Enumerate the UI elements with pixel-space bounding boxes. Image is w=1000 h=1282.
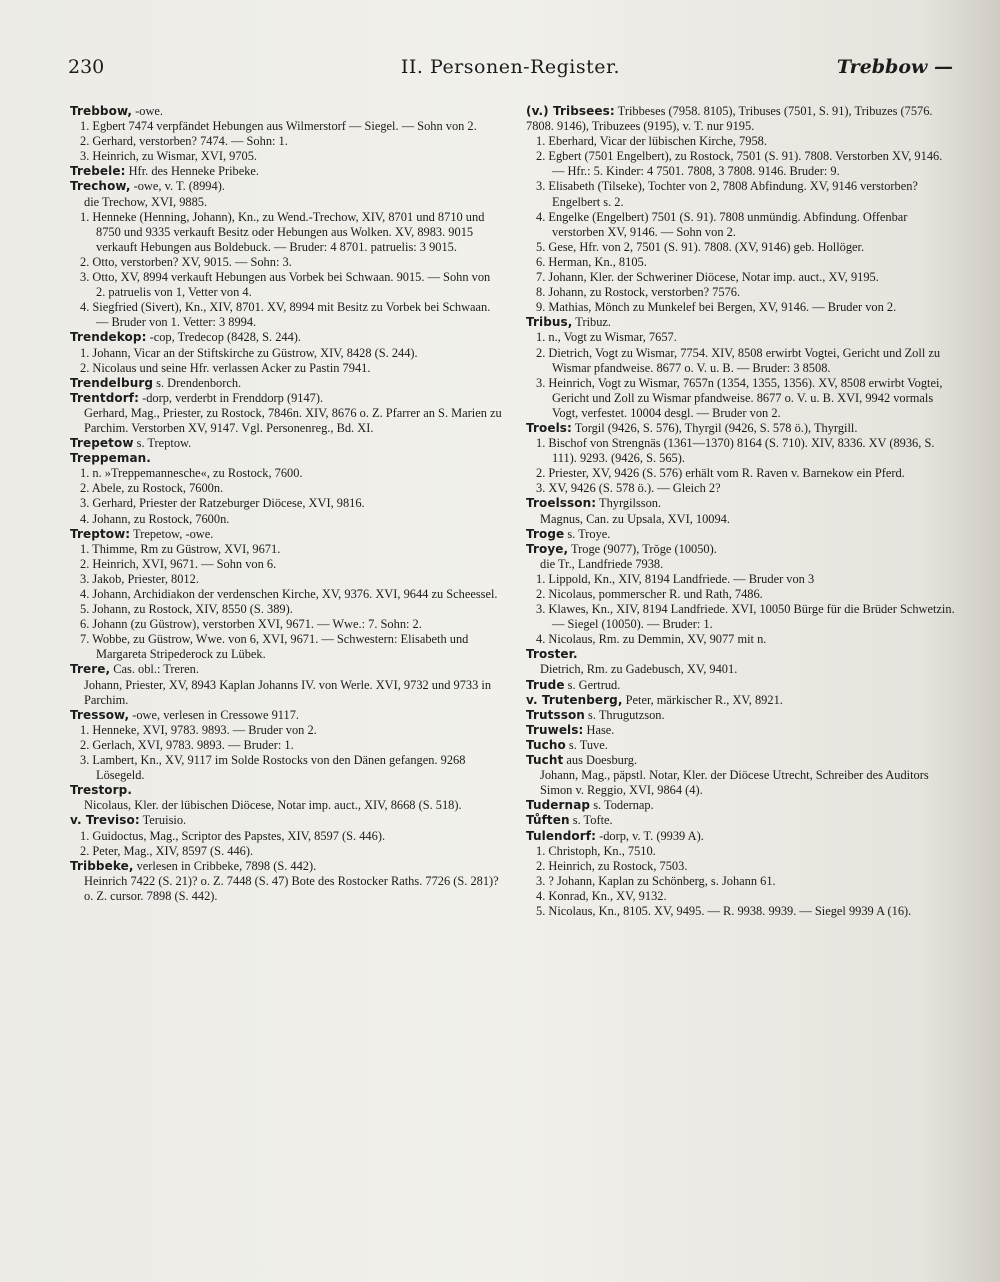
entry-note: verlesen in Cribbeke, 7898 (S. 442). [133, 858, 317, 873]
entry-heading [70, 436, 502, 451]
entry-note: -owe. [132, 104, 163, 118]
register-entry [526, 647, 956, 677]
register-entry [526, 678, 956, 693]
entry-heading [526, 542, 956, 557]
numbered-line: 1. Christoph, Kn., 7510. [536, 843, 656, 858]
entry-text: Heinrich 7422 (S. 21)? o. Z. 7448 (S. 47) Bote des Rostocker Raths. 7726 (S. 281)? o. Z. cursor. 7898 (S. 442). [84, 873, 499, 903]
entry-note: s. Drendenborch. [153, 375, 242, 390]
register-entry [70, 708, 502, 783]
entry-note: Tribbeses (7958. 8105), Tribuses (7501, S. 91), Tribuzes (7576. 7808. 9146), Tribuzees (9195), v. T. nur 9195. [526, 104, 933, 134]
numbered-line: 2. Peter, Mag., XIV, 8597 (S. 446). [80, 843, 254, 858]
entry-heading [526, 527, 956, 542]
register-entry [526, 813, 956, 828]
numbered-line: 2. Heinrich, zu Rostock, 7503. [536, 858, 688, 873]
register-entry [526, 421, 956, 496]
register-entry [70, 179, 502, 330]
entry-heading [70, 783, 502, 798]
entry-heading [70, 813, 502, 828]
entry-text: die Trechow, XVI, 9885. [84, 194, 208, 209]
numbered-line: 2. Gerlach, XVI, 9783. 9893. — Bruder: 1. [80, 737, 294, 752]
numbered-line: 4. Engelke (Engelbert) 7501 (S. 91). 7808 unmündig. Abfindung. Offenbar verstorben XV, 9146. — Sohn von 2. [536, 209, 908, 239]
headword: Trebele: [70, 164, 126, 179]
register-entry [70, 330, 502, 375]
entry-heading [70, 859, 502, 874]
register-entry [70, 662, 502, 707]
numbered-line: 1. Lippold, Kn., XIV, 8194 Landfriede. — Bruder von 3 [536, 571, 815, 586]
headword: Troster. [526, 647, 578, 662]
entry-note: Trepetow, -owe. [130, 526, 214, 541]
register-entry [526, 693, 956, 708]
register-entry [70, 783, 502, 813]
running-head: Trebbow — [836, 56, 953, 78]
register-entry [526, 753, 956, 798]
headword: (v.) Tribsees: [526, 104, 615, 118]
numbered-line: 3. ? Johann, Kaplan zu Schönberg, s. Johann 61. [536, 873, 776, 888]
right-column [526, 104, 956, 919]
register-entry [70, 376, 502, 391]
register-entry [70, 527, 502, 663]
numbered-line: 8. Johann, zu Rostock, verstorben? 7576. [536, 285, 741, 300]
entry-heading [70, 662, 502, 677]
entry-heading [526, 693, 956, 708]
entry-heading [70, 527, 502, 542]
headword: Troye, [526, 541, 569, 556]
entry-text: Nicolaus, Kler. der lübischen Diöcese, Notar imp. auct., XIV, 8668 (S. 518). [84, 798, 462, 813]
register-entry [526, 708, 956, 723]
entry-text: Gerhard, Mag., Priester, zu Rostock, 7846n. XIV, 8676 o. Z. Pfarrer an S. Marien zu Parchim. Verstorben XV, 9147. Vgl. Personenreg., Bd. XI. [84, 405, 502, 435]
entry-note: s. Troye. [564, 526, 611, 541]
register-entry [526, 829, 956, 920]
headword: Treppeman. [70, 451, 151, 466]
numbered-line: 9. Mathias, Mönch zu Munkelef bei Bergen, XV, 9146. — Bruder von 2. [536, 300, 897, 315]
register-entry [526, 723, 956, 738]
page-title: II. Personen-Register. [400, 56, 621, 78]
entry-heading [526, 496, 956, 511]
entry-note: s. Treptow. [133, 436, 192, 451]
headword: Tribus, [526, 315, 573, 330]
entry-heading [526, 708, 956, 723]
numbered-line: 6. Herman, Kn., 8105. [536, 254, 647, 269]
numbered-line: 2. Priester, XV, 9426 (S. 576) erhält vom R. Raven v. Barnekow ein Pferd. [536, 466, 905, 481]
numbered-line: 2. Dietrich, Vogt zu Wismar, 7754. XIV, 8508 erwirbt Vogtei, Gericht und Zoll zu Wismar pfandweise. 8677 o. V. u. B. — Bruder: 3 8508. [536, 345, 941, 375]
entry-note: -dorp, v. T. (9939 A). [595, 828, 704, 843]
numbered-line: 3. Klawes, Kn., XIV, 8194 Landfriede. XVI, 10050 Bürge für die Brüder Schwetzin. — Siegel (10050). — Bruder: 1. [536, 602, 955, 632]
numbered-line: 1. Henneke, XVI, 9783. 9893. — Bruder von 2. [80, 722, 317, 737]
entry-text: die Tr., Landfriede 7938. [540, 556, 664, 571]
entry-note: s. Tofte. [569, 813, 613, 828]
register-entry [526, 315, 956, 421]
numbered-line: 2. Nicolaus, pommerscher R. und Rath, 7486. [536, 587, 763, 601]
entry-note: Thyrgilsson. [596, 496, 662, 511]
register-entry [70, 391, 502, 436]
headword: Trendekop: [70, 330, 147, 345]
headword: Trepetow [70, 436, 134, 451]
entry-text: Johann, Mag., päpstl. Notar, Kler. der Diöcese Utrecht, Schreiber des Auditors Simon v. Reggio, XVI, 9864 (4). [540, 768, 929, 798]
numbered-line: 5. Johann, zu Rostock, XIV, 8550 (S. 389). [80, 602, 293, 617]
register-entry [70, 451, 502, 526]
numbered-line: 1. Guidoctus, Mag., Scriptor des Papstes, XIV, 8597 (S. 446). [80, 828, 386, 843]
numbered-line: 1. Thimme, Rm zu Güstrow, XVI, 9671. [80, 541, 281, 556]
entry-note: Tribuz. [572, 315, 612, 330]
entry-heading [526, 738, 956, 753]
entry-note: aus Doesburg. [563, 753, 638, 768]
numbered-line: 3. Otto, XV, 8994 verkauft Hebungen aus Vorbek bei Schwaan. 9015. — Sohn von 2. patruelis von 1, Vetter von 4. [80, 270, 491, 300]
headword: v. Treviso: [70, 813, 140, 828]
entry-heading [70, 104, 502, 119]
entry-note: Hase. [583, 722, 615, 737]
headword: Trestorp. [70, 783, 133, 798]
numbered-line: 1. Henneke (Henning, Johann), Kn., zu Wend.-Trechow, XIV, 8701 und 8710 und 8750 und 9335 verkauft Besitz oder Hebungen aus Wolken. XV, 8983. 9015 verkauft Hebungen aus Boldebuck. — Bruder: 4 8701. patruelis: 3 9015. [80, 209, 485, 254]
entry-text: Dietrich, Rm. zu Gadebusch, XV, 9401. [540, 662, 738, 677]
headword: Trentdorf: [70, 390, 139, 405]
entry-heading [526, 813, 956, 828]
entry-heading [526, 829, 956, 844]
entry-note: -owe, v. T. (8994). [130, 179, 225, 194]
register-entry [526, 496, 956, 526]
numbered-line: 2. Nicolaus und seine Hfr. verlassen Acker zu Pastin 7941. [80, 360, 371, 375]
headword: Trebbow, [70, 104, 133, 118]
headword: Trude [526, 677, 565, 692]
entry-note: -cop, Tredecop (8428, S. 244). [146, 330, 302, 345]
entry-heading [70, 164, 502, 179]
headword: Troelsson: [526, 496, 597, 511]
numbered-line: 3. Gerhard, Priester der Ratzeburger Diöcese, XVI, 9816. [80, 496, 365, 511]
entry-note: s. Tuve. [565, 737, 608, 752]
register-entry [70, 436, 502, 451]
numbered-line: 1. Bischof von Strengnäs (1361—1370) 8164 (S. 710). XIV, 8336. XV (8936, S. 111). 9293. (9426, S. 565). [536, 436, 935, 466]
entry-note: Hfr. des Henneke Pribeke. [125, 164, 260, 179]
headword: Trutsson [526, 707, 585, 722]
numbered-line: 7. Wobbe, zu Güstrow, Wwe. von 6, XVI, 9671. — Schwestern: Elisabeth und Margareta Stripederock zu Lübek. [80, 632, 469, 662]
numbered-line: 2. Gerhard, verstorben? 7474. — Sohn: 1. [80, 134, 288, 149]
entry-heading [70, 451, 502, 466]
numbered-line: 4. Johann, Archidiakon der verdenschen Kirche, XV, 9376. XVI, 9644 zu Scheessel. [80, 587, 498, 601]
entry-note: -dorp, verderbt in Frenddorp (9147). [138, 390, 324, 405]
numbered-line: 2. Abele, zu Rostock, 7600n. [80, 481, 224, 496]
numbered-line: 3. XV, 9426 (S. 578 ö.). — Gleich 2? [536, 481, 721, 496]
numbered-line: 3. Jakob, Priester, 8012. [80, 571, 199, 586]
register-entry [70, 164, 502, 179]
headword: Tulendorf: [526, 828, 596, 843]
entry-note: Peter, märkischer R., XV, 8921. [622, 692, 783, 707]
entry-heading [70, 391, 502, 406]
numbered-line: 2. Egbert (7501 Engelbert), zu Rostock, 7501 (S. 91). 7808. Verstorben XV, 9146. — Hfr.: 5. Kinder: 4 7501. 7808, 3 7808. 9146. Bruder: 9. [536, 149, 943, 179]
left-column [70, 104, 502, 904]
headword: Tucht [526, 753, 564, 768]
entry-text: Magnus, Can. zu Upsala, XVI, 10094. [540, 511, 730, 526]
numbered-line: 3. Heinrich, Vogt zu Wismar, 7657n (1354, 1355, 1356). XV, 8508 erwirbt Vogtei, Gericht und Zoll zu Wismar pfandweise. 8677 o. V. u. B. XVI, 9942 vormals Vogt, verfestet. 10004 desgl. — Bruder von 2. [536, 375, 943, 420]
register-entry [526, 527, 956, 542]
entry-note: s. Thrugutzson. [584, 707, 665, 722]
numbered-line: 4. Siegfried (Sivert), Kn., XIV, 8701. XV, 8994 mit Besitz zu Vorbek bei Schwaan. — Bruder von 1. Vetter: 3 8994. [80, 300, 491, 330]
numbered-line: 1. n. »Treppemannesche«, zu Rostock, 7600. [80, 466, 303, 481]
register-entry [526, 738, 956, 753]
numbered-line: 4. Nicolaus, Rm. zu Demmin, XV, 9077 mit n. [536, 632, 767, 647]
entry-heading [70, 179, 502, 194]
entry-text: Johann, Priester, XV, 8943 Kaplan Johanns IV. von Werle. XVI, 9732 und 9733 in Parchim. [84, 677, 492, 707]
register-entry [70, 859, 502, 904]
entry-heading [526, 104, 956, 134]
register-entry [526, 542, 956, 648]
entry-heading [526, 723, 956, 738]
numbered-line: 6. Johann (zu Güstrow), verstorben XVI, 9671. — Wwe.: 7. Sohn: 2. [80, 617, 422, 632]
headword: Truwels: [526, 722, 584, 737]
page-header [68, 56, 953, 88]
entry-note: -owe, verlesen in Cressowe 9117. [129, 707, 300, 722]
headword: v. Trutenberg, [526, 692, 623, 707]
entry-note: Cas. obl.: Treren. [110, 662, 199, 677]
headword: Troels: [526, 420, 572, 435]
entry-heading [70, 708, 502, 723]
numbered-line: 3. Lambert, Kn., XV, 9117 im Solde Rostocks von den Dänen gefangen. 9268 Lösegeld. [80, 753, 466, 783]
headword: Tribbeke, [70, 858, 134, 873]
headword: Tucho [526, 737, 566, 752]
headword: Trendelburg [70, 375, 154, 390]
headword: Trechow, [70, 179, 131, 194]
numbered-line: 4. Konrad, Kn., XV, 9132. [536, 888, 667, 903]
headword: Troge [526, 526, 565, 541]
numbered-line: 5. Nicolaus, Kn., 8105. XV, 9495. — R. 9938. 9939. — Siegel 9939 A (16). [536, 903, 912, 918]
entry-heading [70, 330, 502, 345]
entry-note: s. Todernap. [590, 798, 654, 813]
register-entry [526, 104, 956, 315]
headword: Tůften [526, 813, 570, 828]
entry-note: s. Gertrud. [564, 677, 621, 692]
entry-note: Torgil (9426, S. 576), Thyrgil (9426, S. 578 ö.), Thyrgill. [571, 420, 858, 435]
numbered-line: 1. Egbert 7474 verpfändet Hebungen aus Wilmerstorf — Siegel. — Sohn von 2. [80, 119, 477, 134]
headword: Trere, [70, 662, 111, 677]
numbered-line: 4. Johann, zu Rostock, 7600n. [80, 511, 230, 526]
register-entry [70, 813, 502, 858]
entry-heading [526, 647, 956, 662]
numbered-line: 1. Johann, Vicar an der Stiftskirche zu Güstrow, XIV, 8428 (S. 244). [80, 345, 418, 360]
headword: Treptow: [70, 526, 131, 541]
entry-heading [526, 678, 956, 693]
numbered-line: 2. Otto, verstorben? XV, 9015. — Sohn: 3. [80, 254, 292, 269]
entry-note: Troge (9077), Trǒge (10050). [568, 541, 717, 556]
numbered-line: 3. Elisabeth (Tilseke), Tochter von 2, 7808 Abfindung. XV, 9146 verstorben? Engelbert s. 2. [536, 179, 918, 209]
numbered-line: 7. Johann, Kler. der Schweriner Diöcese, Notar imp. auct., XV, 9195. [536, 270, 879, 285]
numbered-line: 1. n., Vogt zu Wismar, 7657. [536, 330, 677, 345]
entry-heading [526, 798, 956, 813]
entry-heading [526, 315, 956, 330]
entry-heading [526, 753, 956, 768]
entry-note: Teruisio. [139, 813, 187, 828]
entry-heading [70, 376, 502, 391]
numbered-line: 1. Eberhard, Vicar der lübischen Kirche, 7958. [536, 134, 767, 149]
headword: Tressow, [70, 707, 130, 722]
headword: Tudernap [526, 798, 591, 813]
numbered-line: 5. Gese, Hfr. von 2, 7501 (S. 91). 7808. (XV, 9146) geb. Hollöger. [536, 239, 865, 254]
numbered-line: 3. Heinrich, zu Wismar, XVI, 9705. [80, 149, 258, 164]
register-entry [526, 798, 956, 813]
register-entry [70, 104, 502, 164]
entry-heading [526, 421, 956, 436]
numbered-line: 2. Heinrich, XVI, 9671. — Sohn von 6. [80, 556, 277, 571]
page-number: 230 [68, 56, 105, 78]
